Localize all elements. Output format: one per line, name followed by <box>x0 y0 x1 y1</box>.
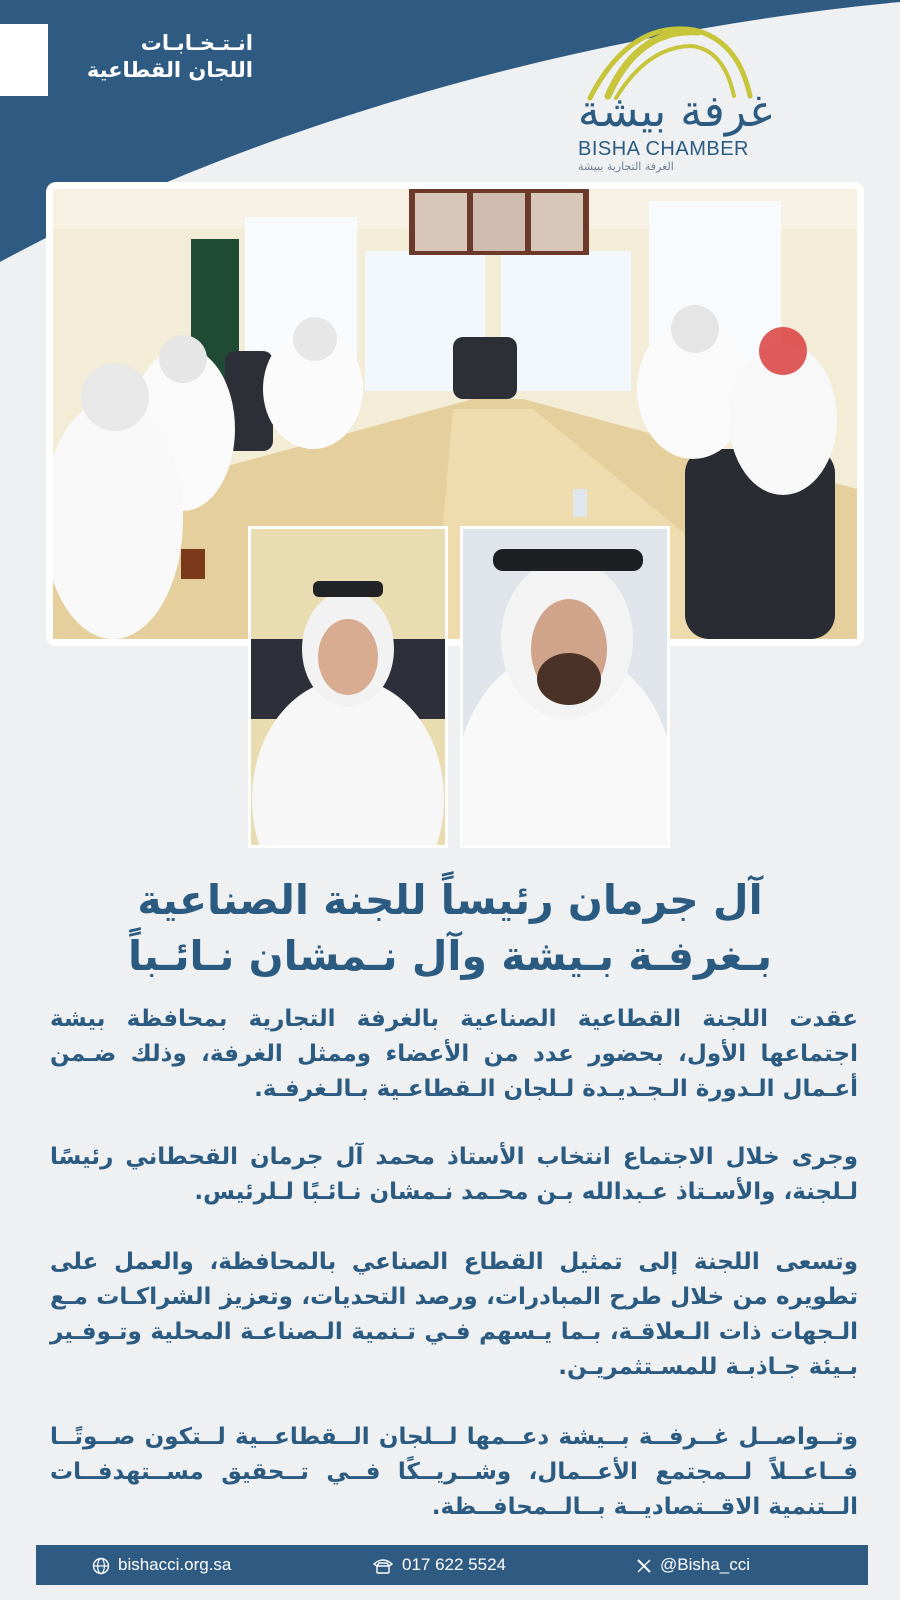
website-link[interactable] <box>92 1554 231 1576</box>
logo-arabic-subtitle: الغرفة التجارية ببيشة <box>578 160 674 173</box>
logo-arabic-name: غرفة بيشة <box>577 86 773 137</box>
tagline-line-2: اللجان القطاعية <box>86 58 253 82</box>
headline-line-2: بـغرفـة بـيشة وآل نـمشان نـائـباً <box>127 932 773 980</box>
article-headline <box>40 872 860 984</box>
phone-text: 017 622 5524 <box>402 1555 506 1574</box>
portrait-photo-vice <box>251 529 445 845</box>
contact-footer <box>36 1545 868 1585</box>
portrait-photo-chair <box>463 529 667 845</box>
globe-icon <box>92 1557 110 1575</box>
article-paragraph-2: وجرى خلال الاجتماع انتخاب الأستاذ محمد آل جرمان القحطاني رئيسًا لـلجنة، والأسـتاذ عـبدالله بـن محـمد نـمشان نـائـبًا لـلرئيس. <box>50 1144 858 1205</box>
elections-tagline <box>68 30 253 84</box>
social-handle: @Bisha_cci <box>660 1555 751 1574</box>
meeting-photo <box>53 189 857 639</box>
x-logo-icon <box>636 1558 652 1574</box>
tagline-line-1: انـتـخـابـات <box>140 31 253 55</box>
portrait-frame-chair <box>460 526 670 848</box>
article-paragraph-4: وتــواصــل غــرفــة بــيشة دعــمها لــلجان الــقطاعــية لــتكون صــوتًــا فــاعــلاً لــمجتمع الأعــمال، وشــريــكًا فــي تــحقيق مســتهدفــات الــتنمية الاقــتصاديــة بــالــمحافــظة. <box>50 1424 858 1520</box>
website-text: bishacci.org.sa <box>118 1555 232 1574</box>
meeting-photo-frame <box>46 182 864 646</box>
phone-link[interactable] <box>372 1554 506 1576</box>
portrait-frame-vice <box>248 526 448 848</box>
header-accent-square <box>0 24 48 96</box>
headline-line-1: آل جرمان رئيساً للجنة الصناعية <box>137 876 763 924</box>
social-link[interactable] <box>636 1554 750 1576</box>
phone-icon <box>372 1557 394 1575</box>
logo-english-name: BISHA CHAMBER <box>578 138 749 160</box>
article-paragraph-3: وتسعى اللجنة إلى تمثيل القطاع الصناعي بالمحافظة، والعمل على تطويره من خلال طرح المبادرات، ورصد التحديات، وتعزيز الشراكـات مـع الـجهات ذات الـعلاقـة، بـما يـسهم فـي تـنمية الـصناعـة المحلية وتـوفـير بـيئة جـاذبـة للمسـتثمريـن. <box>50 1249 858 1380</box>
bisha-chamber-logo <box>560 26 810 176</box>
article-paragraph-1: عقدت اللجنة القطاعية الصناعية بالغرفة التجارية بمحافظة بيشة اجتماعها الأول، بحضور عدد من الأعضاء وممثل الغرفة، وذلك ضـمن أعـمال الـدورة الـجـديـدة لـلجان الـقطاعـية بـالـغرفـة. <box>50 1006 858 1102</box>
